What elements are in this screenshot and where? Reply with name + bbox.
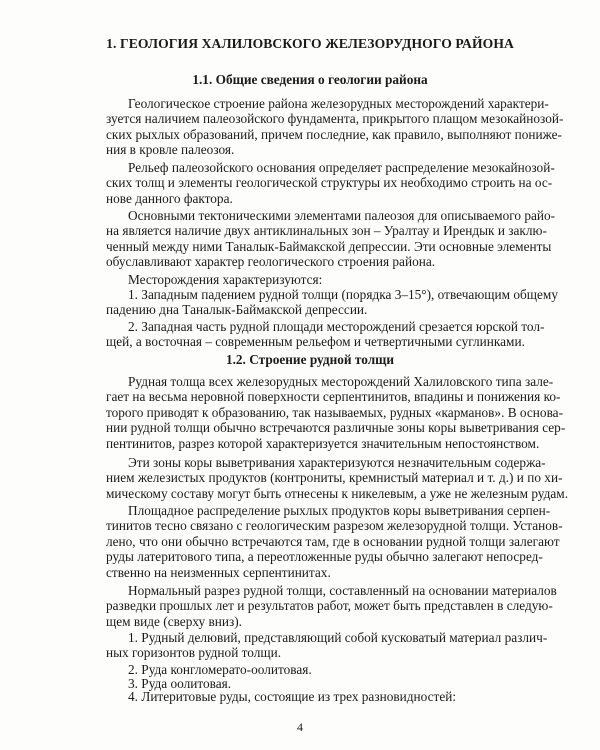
text-line: ченный между ними Таналык-Баймакской депрессии. Эти основные элементы xyxy=(106,238,552,254)
text-line: нове данного фактора. xyxy=(106,190,233,206)
paragraph xyxy=(106,208,556,270)
text-line: нии рудной толщи обычно встречаются различные зоны коры выветривания сер- xyxy=(106,420,566,436)
text-line: падению дна Таналык-Баймакской депрессии. xyxy=(106,302,368,318)
text-line: лено, что они обычно встречаются там, где в основании рудной толщи залегают xyxy=(106,533,560,549)
text-line: нием железистых продуктов (контрониты, кремнистый материал и т. д.) и по хи- xyxy=(106,470,563,486)
text-line: Рельеф палеозойского основания определяет распределение мезокайнозой- xyxy=(128,160,555,175)
text-line: Геологическое строение района железорудных месторождений характери- xyxy=(128,96,549,111)
text-line: мическому составу могут быть отнесены к никелевым, а уже не железным рудам. xyxy=(106,485,569,501)
text-line: Рудная толща всех железорудных месторождений Халиловского типа зале- xyxy=(128,374,554,389)
page-number: 4 xyxy=(297,720,303,734)
text-line: гает на весьма неровной поверхности серпентинитов, впадины и понижения ко- xyxy=(106,389,561,405)
text-line: ния в кровле палеозоя. xyxy=(106,142,235,158)
text-line: Площадное распределение рыхлых продуктов коры выветривания серпен- xyxy=(128,503,551,518)
text-line: Эти зоны коры выветривания характеризуются незначительным содержа- xyxy=(128,455,546,470)
text-line: обуславливают характер геологического строения района. xyxy=(106,254,436,270)
text-line: пентинитов, разрез которой характеризуется значительным непостоянством. xyxy=(106,435,540,451)
paragraph xyxy=(106,96,564,158)
text-line: ских толщ и элементы геологической структуры их необходимо строить на ос- xyxy=(106,175,553,191)
text-line: 1. Рудный делювий, представляющий собой кусковатый материал различ- xyxy=(128,630,548,645)
text-line: щей, а восточная – современным рельефом и четвертичными суглинками. xyxy=(106,334,525,350)
text-line: 4. Литеритовые руды, состоящие из трех разновидностей: xyxy=(128,689,457,704)
text-line: ских рыхлых образований, причем последние, как правило, выполняют пониже- xyxy=(106,126,562,142)
text-line: Основными тектоническими элементами палеозоя для описываемого райо- xyxy=(128,208,556,223)
chapter-title: 1. ГЕОЛОГИЯ ХАЛИЛОВСКОГО ЖЕЛЕЗОРУДНОГО РАЙОНА xyxy=(106,36,514,51)
text-line: тинитов тесно связано с геологическим разрезом железорудной толщи. Установ- xyxy=(106,518,563,534)
text-line: Месторождения характеризуются: xyxy=(128,272,323,287)
text-line: 1. Западным падением рудной толщи (порядка 3–15°), отвечающим общему xyxy=(128,287,558,302)
text-line: Нормальный разрез рудной толщи, составленный на основании материалов xyxy=(128,583,557,598)
paragraph xyxy=(106,583,557,629)
text-line: ственно на неизменных серпентинитах. xyxy=(106,564,331,580)
text-line: торого приводят к образованию, так называемых, рудных «карманов». В основа- xyxy=(106,404,563,420)
paragraph xyxy=(106,374,566,451)
text-line: руды латеритового типа, а переотложенные руды обычно залегают непосред- xyxy=(106,549,543,565)
paragraph xyxy=(106,689,508,704)
text-line: разведки прошлых лет и результатов работ, может быть представлен в следую- xyxy=(106,598,553,614)
paragraph xyxy=(106,630,548,661)
section-title-1-1: 1.1. Общие сведения о геологии района xyxy=(192,72,428,87)
paragraph xyxy=(106,503,563,580)
paragraph xyxy=(106,455,569,501)
text-line: 2. Руда конгломерато-оолитовая. xyxy=(128,662,312,677)
text-line: щем виде (сверху вниз). xyxy=(106,613,242,629)
text-line: 2. Западная часть рудной площади месторождений срезается юрской тол- xyxy=(128,319,545,334)
text-line: зуется наличием палеозойского фундамента, прикрытого плащом мезокайнозой- xyxy=(106,111,564,127)
paragraph xyxy=(106,287,558,318)
text-line: 3. Руда оолитовая. xyxy=(128,676,232,691)
paragraph xyxy=(106,272,508,287)
text-line: ных горизонтов рудной толщи. xyxy=(106,645,282,661)
section-title-1-2: 1.2. Строение рудной толщи xyxy=(225,352,395,367)
paragraph xyxy=(106,160,555,206)
text-line: на является наличие двух антиклинальных зон – Уралтау и Ирендык и заклю- xyxy=(106,223,547,239)
paragraph xyxy=(106,319,545,350)
